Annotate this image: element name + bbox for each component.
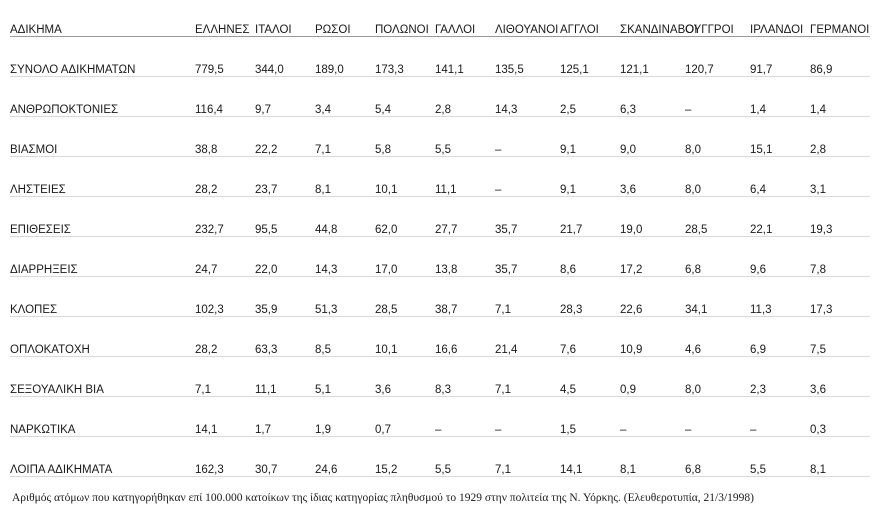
table-cell: 5,5: [750, 437, 810, 477]
table-cell: 28,5: [375, 277, 435, 317]
table-cell: –: [435, 397, 495, 437]
table-cell: –: [685, 397, 750, 437]
table-cell: 3,1: [810, 157, 870, 197]
table-row: [10, 197, 870, 237]
table-cell: 9,7: [255, 77, 315, 117]
table-cell: 16,6: [435, 317, 495, 357]
table-cell: 3,6: [810, 357, 870, 397]
row-label: ΛΗΣΤΕΙΕΣ: [10, 157, 195, 197]
table-cell: 17,0: [375, 237, 435, 277]
table-cell: 51,3: [315, 277, 375, 317]
table-row: [10, 277, 870, 317]
table-cell: 5,4: [375, 77, 435, 117]
table-cell: 7,5: [810, 317, 870, 357]
table-cell: 8,1: [620, 437, 685, 477]
table-cell: 141,1: [435, 37, 495, 77]
table-cell: 3,4: [315, 77, 375, 117]
table-cell: 7,1: [195, 357, 255, 397]
table-cell: 28,2: [195, 317, 255, 357]
column-header-poles: ΠΟΛΩΝΟΙ: [375, 6, 435, 37]
table-cell: 2,5: [560, 77, 620, 117]
table-cell: 22,1: [750, 197, 810, 237]
table-cell: 5,5: [435, 437, 495, 477]
table-cell: 0,9: [620, 357, 685, 397]
table-cell: –: [750, 397, 810, 437]
table-cell: –: [495, 157, 560, 197]
table-cell: 10,9: [620, 317, 685, 357]
table-cell: 4,6: [685, 317, 750, 357]
table-cell: 6,8: [685, 237, 750, 277]
table-row: [10, 437, 870, 477]
table-header-row: [10, 6, 870, 37]
row-label: ΑΝΘΡΩΠΟΚΤΟΝΙΕΣ: [10, 77, 195, 117]
table-cell: 7,1: [495, 277, 560, 317]
table-cell: 28,3: [560, 277, 620, 317]
table-cell: 120,7: [685, 37, 750, 77]
table-cell: 102,3: [195, 277, 255, 317]
table-row: [10, 37, 870, 77]
table-cell: –: [620, 397, 685, 437]
column-header-germans: ΓΕΡΜΑΝΟΙ: [810, 6, 870, 37]
table-row: [10, 397, 870, 437]
row-label: ΕΠΙΘΕΣΕΙΣ: [10, 197, 195, 237]
column-header-offense: ΑΔΙΚΗΜΑ: [10, 6, 195, 37]
column-header-russians: ΡΩΣΟΙ: [315, 6, 375, 37]
table-cell: –: [495, 117, 560, 157]
table-cell: 38,7: [435, 277, 495, 317]
table-cell: 8,6: [560, 237, 620, 277]
table-cell: 2,3: [750, 357, 810, 397]
table-cell: 17,2: [620, 237, 685, 277]
row-label: ΔΙΑΡΡΗΞΕΙΣ: [10, 237, 195, 277]
table-cell: 9,1: [560, 117, 620, 157]
table-row: [10, 77, 870, 117]
table-cell: 30,7: [255, 437, 315, 477]
table-cell: 38,8: [195, 117, 255, 157]
table-cell: 28,2: [195, 157, 255, 197]
table-cell: 6,8: [685, 437, 750, 477]
column-header-irish: ΙΡΛΑΝΔΟΙ: [750, 6, 810, 37]
table-cell: 6,3: [620, 77, 685, 117]
table-cell: 121,1: [620, 37, 685, 77]
table-cell: 21,7: [560, 197, 620, 237]
table-cell: 27,7: [435, 197, 495, 237]
table-cell: 173,3: [375, 37, 435, 77]
row-label: ΣΕΞΟΥΑΛΙΚΗ ΒΙΑ: [10, 357, 195, 397]
table-cell: 135,5: [495, 37, 560, 77]
table-cell: 15,1: [750, 117, 810, 157]
table-cell: 6,9: [750, 317, 810, 357]
column-header-italians: ΙΤΑΛΟΙ: [255, 6, 315, 37]
table-cell: 21,4: [495, 317, 560, 357]
table-cell: 22,2: [255, 117, 315, 157]
table-cell: 9,6: [750, 237, 810, 277]
table-cell: 10,1: [375, 157, 435, 197]
table-row: [10, 117, 870, 157]
table-cell: 44,8: [315, 197, 375, 237]
table-cell: 28,5: [685, 197, 750, 237]
table-cell: 14,3: [495, 77, 560, 117]
table-cell: 9,1: [560, 157, 620, 197]
row-label: ΟΠΛΟΚΑΤΟΧΗ: [10, 317, 195, 357]
table-cell: 14,3: [315, 237, 375, 277]
table-cell: 1,4: [750, 77, 810, 117]
table-cell: 189,0: [315, 37, 375, 77]
table-cell: 63,3: [255, 317, 315, 357]
table-cell: 8,5: [315, 317, 375, 357]
row-label: ΣΥΝΟΛΟ ΑΔΙΚΗΜΑΤΩΝ: [10, 37, 195, 77]
row-label: ΚΛΟΠΕΣ: [10, 277, 195, 317]
table-cell: 3,6: [620, 157, 685, 197]
column-header-scandinavians: ΣΚΑΝΔΙΝΑΒΟΙ: [620, 6, 685, 37]
column-header-lithuanians: ΛΙΘΟΥΑΝΟΙ: [495, 6, 560, 37]
table-cell: 95,5: [255, 197, 315, 237]
table-row: [10, 157, 870, 197]
table-cell: 344,0: [255, 37, 315, 77]
table-cell: 35,7: [495, 197, 560, 237]
table-row: [10, 317, 870, 357]
table-cell: 0,7: [375, 397, 435, 437]
table-cell: 7,1: [495, 437, 560, 477]
table-cell: 779,5: [195, 37, 255, 77]
table-cell: 7,8: [810, 237, 870, 277]
table-cell: 62,0: [375, 197, 435, 237]
table-cell: 2,8: [435, 77, 495, 117]
table-cell: 0,3: [810, 397, 870, 437]
table-cell: 86,9: [810, 37, 870, 77]
table-cell: 15,2: [375, 437, 435, 477]
table-cell: 8,3: [435, 357, 495, 397]
table-cell: 5,1: [315, 357, 375, 397]
table-cell: 91,7: [750, 37, 810, 77]
table-cell: 35,7: [495, 237, 560, 277]
table-cell: 1,7: [255, 397, 315, 437]
table-cell: 7,1: [315, 117, 375, 157]
table-cell: 14,1: [195, 397, 255, 437]
column-header-greeks: ΕΛΛΗΝΕΣ: [195, 6, 255, 37]
table-cell: 2,8: [810, 117, 870, 157]
table-cell: 34,1: [685, 277, 750, 317]
table-cell: 125,1: [560, 37, 620, 77]
table-cell: 1,5: [560, 397, 620, 437]
table-cell: 5,5: [435, 117, 495, 157]
table-cell: 11,1: [435, 157, 495, 197]
table-cell: 116,4: [195, 77, 255, 117]
table-cell: 7,1: [495, 357, 560, 397]
table-cell: 8,0: [685, 117, 750, 157]
table-cell: 24,6: [315, 437, 375, 477]
table-cell: 10,1: [375, 317, 435, 357]
table-cell: 11,1: [255, 357, 315, 397]
row-label: ΝΑΡΚΩΤΙΚΑ: [10, 397, 195, 437]
table-cell: 24,7: [195, 237, 255, 277]
table-footnote: Αριθμός ατόμων που κατηγορήθηκαν επί 100.000 κατοίκων της ίδιας κατηγορίας πληθυσμού το 1929 στην πολιτεία της Ν. Υόρκης. (Ελευθεροτυπία, 21/3/1998): [12, 492, 754, 504]
table-cell: 8,0: [685, 157, 750, 197]
column-header-hungarians: ΟΥΓΓΡΟΙ: [685, 6, 750, 37]
table-body: [10, 37, 870, 477]
table-cell: 7,6: [560, 317, 620, 357]
table-cell: 8,1: [315, 157, 375, 197]
table-header: [10, 6, 870, 37]
table-cell: 22,6: [620, 277, 685, 317]
table-cell: 35,9: [255, 277, 315, 317]
table-cell: 8,0: [685, 357, 750, 397]
table-cell: 13,8: [435, 237, 495, 277]
table-cell: 9,0: [620, 117, 685, 157]
table-cell: 22,0: [255, 237, 315, 277]
table-cell: 8,1: [810, 437, 870, 477]
table-cell: 1,9: [315, 397, 375, 437]
row-label: ΛΟΙΠΑ ΑΔΙΚΗΜΑΤΑ: [10, 437, 195, 477]
table-cell: 4,5: [560, 357, 620, 397]
table-cell: 11,3: [750, 277, 810, 317]
table-cell: 5,8: [375, 117, 435, 157]
table-cell: 6,4: [750, 157, 810, 197]
table-cell: 1,4: [810, 77, 870, 117]
crime-statistics-table: [10, 6, 870, 477]
table-cell: 19,3: [810, 197, 870, 237]
table-cell: 3,6: [375, 357, 435, 397]
table-cell: –: [685, 77, 750, 117]
table-cell: –: [495, 397, 560, 437]
table-row: [10, 357, 870, 397]
column-header-french: ΓΑΛΛΟΙ: [435, 6, 495, 37]
table-cell: 19,0: [620, 197, 685, 237]
table-cell: 23,7: [255, 157, 315, 197]
table-cell: 17,3: [810, 277, 870, 317]
row-label: ΒΙΑΣΜΟΙ: [10, 117, 195, 157]
column-header-english: ΑΓΓΛΟΙ: [560, 6, 620, 37]
table-cell: 14,1: [560, 437, 620, 477]
table-row: [10, 237, 870, 277]
table-cell: 232,7: [195, 197, 255, 237]
table-cell: 162,3: [195, 437, 255, 477]
